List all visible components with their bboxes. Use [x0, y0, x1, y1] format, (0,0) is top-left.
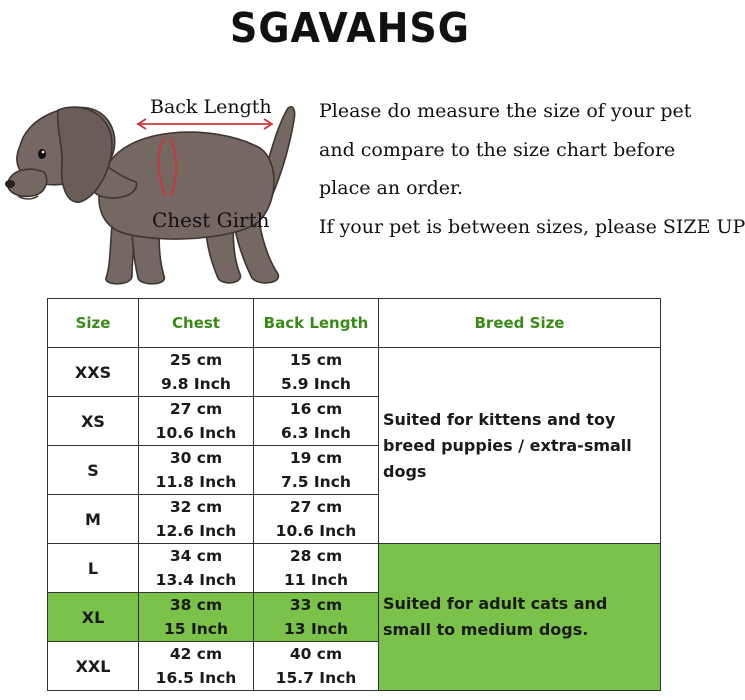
- table-row: [48, 348, 661, 397]
- breed-line: small to medium dogs.: [383, 620, 589, 639]
- chest-inch: 13.4 Inch: [155, 571, 237, 589]
- size-chart-table: [47, 298, 661, 691]
- size-cell: XXL: [48, 642, 139, 691]
- size-cell: L: [48, 544, 139, 593]
- size-cell: XL: [48, 593, 139, 642]
- breed-line: Suited for adult cats and: [383, 594, 608, 613]
- chest-inch: 9.8 Inch: [161, 375, 231, 393]
- header-size: Size: [48, 299, 139, 348]
- instruction-line: place an order.: [319, 177, 464, 199]
- chest-cm: 38 cm: [169, 596, 223, 614]
- chest-cell: [139, 495, 254, 544]
- table-row: [48, 544, 661, 593]
- chest-cell: [139, 397, 254, 446]
- back-cm: 15 cm: [289, 351, 343, 369]
- measuring-instructions: [319, 92, 745, 246]
- back-length-cell: [254, 544, 379, 593]
- chest-cm: 32 cm: [169, 498, 223, 516]
- chest-cell: [139, 446, 254, 495]
- header-chest: Chest: [139, 299, 254, 348]
- size-cell: S: [48, 446, 139, 495]
- back-length-cell: [254, 446, 379, 495]
- back-inch: 11 Inch: [284, 571, 348, 589]
- back-length-cell: [254, 642, 379, 691]
- chest-cell: [139, 593, 254, 642]
- back-inch: 5.9 Inch: [281, 375, 351, 393]
- chest-inch: 16.5 Inch: [155, 669, 237, 687]
- back-inch: 13 Inch: [284, 620, 348, 638]
- back-cm: 40 cm: [289, 645, 343, 663]
- chest-inch: 10.6 Inch: [155, 424, 237, 442]
- chest-cell: [139, 348, 254, 397]
- breed-size-small-cell: [379, 348, 661, 544]
- instruction-line: Please do measure the size of your pet: [319, 100, 692, 122]
- header-back-length: Back Length: [254, 299, 379, 348]
- chest-cm: 25 cm: [169, 351, 223, 369]
- brand-title: SGAVAHSG: [230, 4, 470, 52]
- chest-cm: 42 cm: [169, 645, 223, 663]
- back-length-cell: [254, 348, 379, 397]
- breed-size-large-cell: [379, 544, 661, 691]
- chest-inch: 12.6 Inch: [155, 522, 237, 540]
- back-length-cell: [254, 593, 379, 642]
- back-inch: 6.3 Inch: [281, 424, 351, 442]
- back-inch: 15.7 Inch: [275, 669, 357, 687]
- chest-inch: 15 Inch: [164, 620, 228, 638]
- table-header-row: [48, 299, 661, 348]
- instruction-line: If your pet is between sizes, please SIZE UP: [319, 215, 745, 238]
- chest-girth-label: Chest Girth: [152, 208, 270, 232]
- breed-line: dogs: [383, 461, 427, 481]
- back-cm: 19 cm: [289, 449, 343, 467]
- back-cm: 28 cm: [289, 547, 343, 565]
- back-cm: 27 cm: [289, 498, 343, 516]
- header-breed-size: Breed Size: [379, 299, 661, 348]
- back-length-cell: [254, 397, 379, 446]
- size-cell: XS: [48, 397, 139, 446]
- back-length-cell: [254, 495, 379, 544]
- back-cm: 33 cm: [289, 596, 343, 614]
- chest-cell: [139, 642, 254, 691]
- instruction-line: and compare to the size chart before: [319, 138, 676, 161]
- chest-cm: 30 cm: [169, 449, 223, 467]
- back-inch: 10.6 Inch: [275, 522, 357, 540]
- chest-cm: 27 cm: [169, 400, 223, 418]
- back-length-label: Back Length: [150, 96, 272, 118]
- back-cm: 16 cm: [289, 400, 343, 418]
- chest-cell: [139, 544, 254, 593]
- size-cell: M: [48, 495, 139, 544]
- chest-cm: 34 cm: [169, 547, 223, 565]
- size-cell: XXS: [48, 348, 139, 397]
- breed-line: Suited for kittens and toy: [383, 409, 616, 429]
- chest-inch: 11.8 Inch: [155, 473, 237, 491]
- breed-line: breed puppies / extra-small: [383, 435, 632, 455]
- back-inch: 7.5 Inch: [281, 473, 351, 491]
